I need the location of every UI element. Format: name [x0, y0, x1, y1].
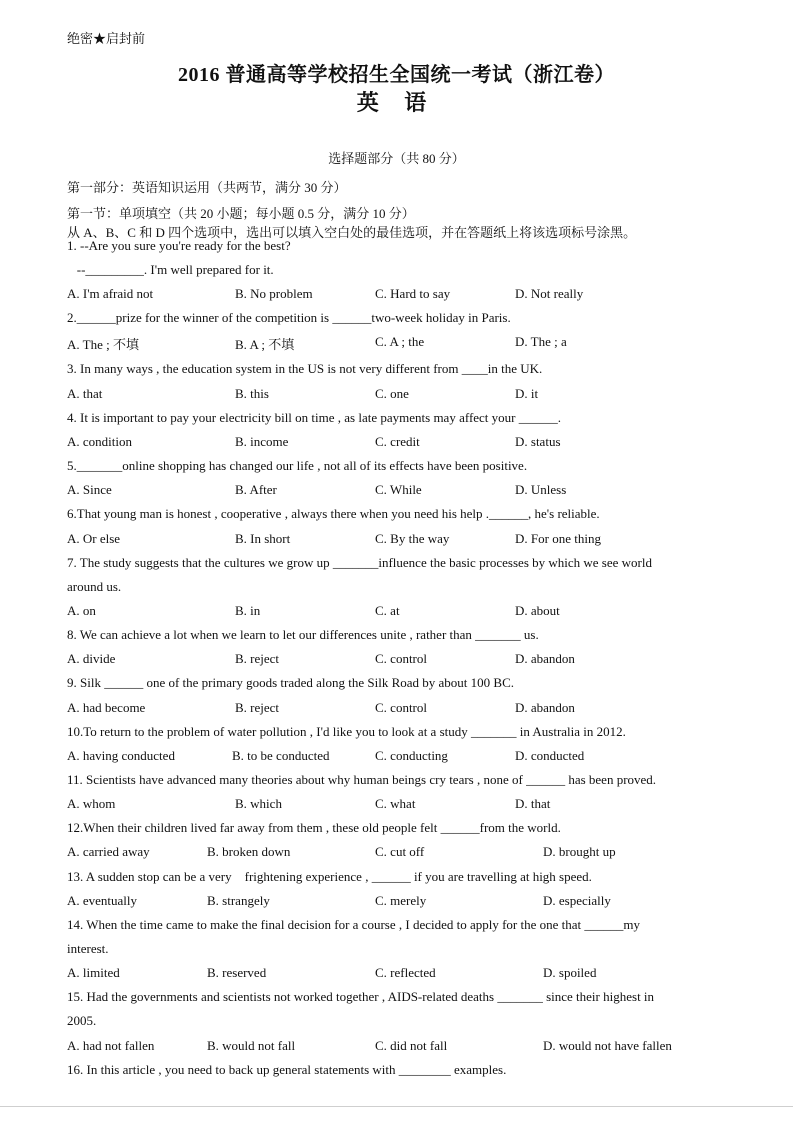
question-4-option-c[interactable]: C. credit [375, 434, 420, 449]
question-5-option-a[interactable]: A. Since [67, 482, 112, 497]
question-4-stem: 4. It is important to pay your electricity bill on time , as late payments may affect your ______. [67, 410, 561, 425]
part-heading: 第一部分：英语知识运用（共两节，满分 30 分） [67, 180, 347, 195]
question-2-option-c[interactable]: C. A ; the [375, 334, 425, 349]
section-title: 选择题部分（共 80 分） [328, 151, 465, 166]
question-1-stem: --_________. I'm well prepared for it. [67, 262, 274, 277]
question-9-option-b[interactable]: B. reject [235, 700, 280, 715]
question-10-stem: 10.To return to the problem of water pollution , I'd like you to look at a study _______ in Australia in 2012. [67, 724, 626, 739]
instruction-text: 从 A、B、C 和 D 四个选项中，选出可以填入空白处的最佳选项，并在答题纸上将该选项标号涂黑。 [67, 225, 637, 240]
question-15-stem: 15. Had the governments and scientists not worked together , AIDS-related deaths _______ since their highest in [67, 989, 655, 1004]
question-6-stem: 6.That young man is honest , cooperative , always there when you need his help .______, he's reliable. [67, 506, 600, 521]
question-11-stem: 11. Scientists have advanced many theories about why human beings cry tears , none of ______ has been proved. [67, 772, 657, 787]
question-15-option-b[interactable]: B. would not fall [207, 1038, 296, 1053]
question-12-option-a[interactable]: A. carried away [67, 844, 150, 859]
question-1-option-c[interactable]: C. Hard to say [375, 286, 451, 301]
question-15-stem: 2005. [67, 1013, 97, 1028]
confidential-label: 绝密★启封前 [67, 31, 146, 46]
question-14-option-b[interactable]: B. reserved [207, 965, 267, 980]
question-1-option-a[interactable]: A. I'm afraid not [67, 286, 154, 301]
question-7-option-a[interactable]: A. on [67, 603, 96, 618]
bottom-divider [0, 1106, 793, 1107]
question-9-option-d[interactable]: D. abandon [515, 700, 575, 715]
question-7-option-d[interactable]: D. about [515, 603, 560, 618]
question-2-option-d[interactable]: D. The ; a [515, 334, 567, 349]
question-7-stem: around us. [67, 579, 122, 594]
question-9-option-c[interactable]: C. control [375, 700, 427, 715]
question-11-option-c[interactable]: C. what [375, 796, 416, 811]
question-2-stem: 2.______prize for the winner of the competition is ______two-week holiday in Paris. [67, 310, 511, 325]
question-10-option-a[interactable]: A. having conducted [67, 748, 175, 763]
question-8-stem: 8. We can achieve a lot when we learn to let our differences unite , rather than _______ us. [67, 627, 539, 642]
question-3-option-b[interactable]: B. this [235, 386, 269, 401]
subsection-heading: 第一节：单项填空（共 20 小题；每小题 0.5 分，满分 10 分） [67, 206, 415, 221]
question-11-option-d[interactable]: D. that [515, 796, 551, 811]
question-5-option-d[interactable]: D. Unless [515, 482, 567, 497]
question-7-stem: 7. The study suggests that the cultures we grow up _______influence the basic processes by which we see world [67, 555, 652, 570]
question-11-option-b[interactable]: B. which [235, 796, 282, 811]
question-12-option-b[interactable]: B. broken down [207, 844, 291, 859]
question-15-option-a[interactable]: A. had not fallen [67, 1038, 155, 1053]
question-14-option-d[interactable]: D. spoiled [543, 965, 597, 980]
question-11-option-a[interactable]: A. whom [67, 796, 116, 811]
question-3-option-d[interactable]: D. it [515, 386, 539, 401]
question-5-stem: 5._______online shopping has changed our life , not all of its effects have been positive. [67, 458, 528, 473]
question-12-option-d[interactable]: D. brought up [543, 844, 616, 859]
question-12-stem: 12.When their children lived far away from them , these old people felt ______from the world. [67, 820, 561, 835]
question-7-option-c[interactable]: C. at [375, 603, 400, 618]
question-1-option-d[interactable]: D. Not really [515, 286, 584, 301]
question-10-option-b[interactable]: B. to be conducted [232, 748, 330, 763]
question-6-option-b[interactable]: B. In short [235, 531, 291, 546]
question-13-option-b[interactable]: B. strangely [207, 893, 270, 908]
subject-title: 英 语 [356, 90, 437, 115]
question-3-stem: 3. In many ways , the education system in the US is not very different from ____in the UK. [67, 361, 543, 376]
question-15-option-c[interactable]: C. did not fall [375, 1038, 448, 1053]
question-5-option-c[interactable]: C. While [375, 482, 422, 497]
question-4-option-b[interactable]: B. income [235, 434, 289, 449]
question-15-option-d[interactable]: D. would not have fallen [543, 1038, 672, 1053]
question-8-option-b[interactable]: B. reject [235, 651, 280, 666]
question-8-option-c[interactable]: C. control [375, 651, 427, 666]
exam-title: 2016 普通高等学校招生全国统一考试（浙江卷） [178, 64, 615, 86]
question-9-stem: 9. Silk ______ one of the primary goods traded along the Silk Road by about 100 BC. [67, 675, 515, 690]
question-13-option-a[interactable]: A. eventually [67, 893, 138, 908]
question-14-stem: 14. When the time came to make the final decision for a course , I decided to apply for the one that ______my [67, 917, 641, 932]
question-8-option-d[interactable]: D. abandon [515, 651, 575, 666]
question-13-stem: 13. A sudden stop can be a very frightening experience , ______ if you are travelling at high speed. [67, 869, 592, 884]
question-16-stem: 16. In this article , you need to back up general statements with ________ examples. [67, 1062, 507, 1077]
question-12-option-c[interactable]: C. cut off [375, 844, 425, 859]
question-5-option-b[interactable]: B. After [235, 482, 277, 497]
question-4-option-d[interactable]: D. status [515, 434, 561, 449]
question-6-option-d[interactable]: D. For one thing [515, 531, 601, 546]
question-2-option-b[interactable]: B. A ; 不填 [235, 337, 295, 352]
question-14-stem: interest. [67, 941, 109, 956]
question-3-option-c[interactable]: C. one [375, 386, 409, 401]
question-10-option-d[interactable]: D. conducted [515, 748, 585, 763]
question-2-option-a[interactable]: A. The ; 不填 [67, 337, 139, 352]
question-14-option-a[interactable]: A. limited [67, 965, 120, 980]
question-9-option-a[interactable]: A. had become [67, 700, 146, 715]
question-6-option-a[interactable]: A. Or else [67, 531, 121, 546]
question-14-option-c[interactable]: C. reflected [375, 965, 436, 980]
question-7-option-b[interactable]: B. in [235, 603, 261, 618]
question-8-option-a[interactable]: A. divide [67, 651, 116, 666]
question-1-stem: 1. --Are you sure you're ready for the best? [67, 238, 291, 253]
question-10-option-c[interactable]: C. conducting [375, 748, 448, 763]
question-13-option-c[interactable]: C. merely [375, 893, 427, 908]
question-1-option-b[interactable]: B. No problem [235, 286, 313, 301]
question-4-option-a[interactable]: A. condition [67, 434, 132, 449]
question-13-option-d[interactable]: D. especially [543, 893, 611, 908]
question-6-option-c[interactable]: C. By the way [375, 531, 450, 546]
question-3-option-a[interactable]: A. that [67, 386, 103, 401]
